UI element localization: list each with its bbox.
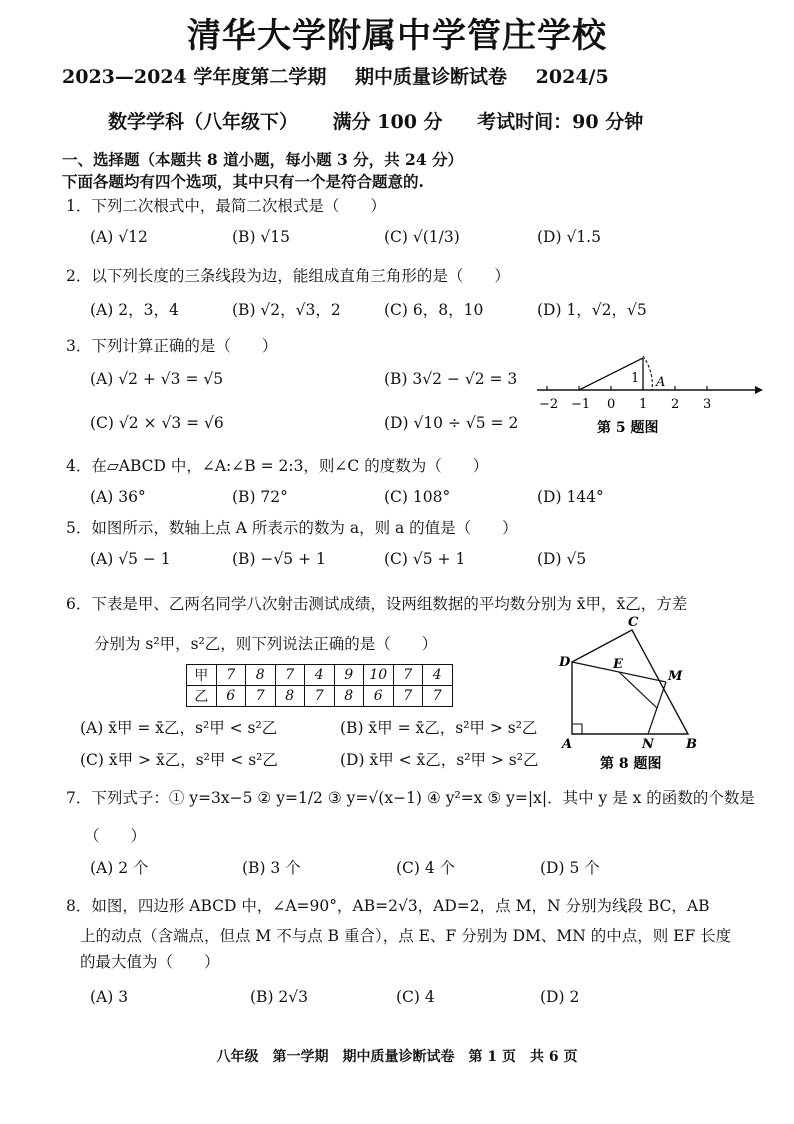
question-6-option-c: (C) x̄甲 > x̄乙，s²甲 < s²乙 xyxy=(80,751,278,769)
question-3-option-d: (D) √10 ÷ √5 = 2 xyxy=(384,414,519,432)
tick-label-neg2: −2 xyxy=(539,397,559,412)
question-3-stem: 3．下列计算正确的是（ ） xyxy=(66,337,278,355)
table-row xyxy=(187,686,453,707)
tick-label-2: 2 xyxy=(671,397,680,412)
question-8-option-b: (B) 2√3 xyxy=(250,988,309,1006)
question-2-stem: 2．以下列长度的三条线段为边，能组成直角三角形的是（ ） xyxy=(66,267,510,285)
question-1-option-a: (A) √12 xyxy=(90,228,148,246)
question-8-option-c: (C) 4 xyxy=(396,988,435,1006)
question-8-option-d: (D) 2 xyxy=(540,988,580,1006)
question-5-option-c: (C) √5 + 1 xyxy=(384,550,466,568)
table-cell: 8 xyxy=(275,686,305,707)
figure-5-caption: 第 5 题图 xyxy=(597,420,659,436)
question-7-option-d: (D) 5 个 xyxy=(540,859,600,877)
table-cell: 7 xyxy=(423,686,453,707)
question-5-option-b: (B) −√5 + 1 xyxy=(232,550,326,568)
table-cell: 7 xyxy=(393,686,423,707)
score-table xyxy=(186,664,453,707)
table-cell: 7 xyxy=(275,665,305,686)
table-cell: 7 xyxy=(246,686,276,707)
table-cell: 甲 xyxy=(187,665,217,686)
question-1-option-c: (C) √(1/3) xyxy=(384,228,460,246)
label-c: C xyxy=(628,615,639,630)
question-7-option-a: (A) 2 个 xyxy=(90,859,149,877)
time-label: 考试时间：90 分钟 xyxy=(477,111,644,133)
table-cell: 4 xyxy=(305,665,335,686)
question-2-option-d: (D) 1，√2，√5 xyxy=(537,301,647,319)
exam-subtitle xyxy=(62,62,609,89)
question-4-option-a: (A) 36° xyxy=(90,488,146,506)
subject-label: 数学学科（八年级下） xyxy=(108,111,299,133)
table-cell: 9 xyxy=(334,665,364,686)
question-6-option-a: (A) x̄甲 = x̄乙，s²甲 < s²乙 xyxy=(80,719,278,737)
exam-label: 期中质量诊断试卷 xyxy=(355,66,508,88)
figure-5-number-line xyxy=(533,342,763,442)
label-b: B xyxy=(686,737,697,752)
exam-meta xyxy=(108,107,643,134)
tick-label-neg1: −1 xyxy=(571,397,591,412)
term-label: 2023—2024 学年度第二学期 xyxy=(62,66,327,88)
question-4-stem: 4．在▱ABCD 中，∠A:∠B = 2:3，则∠C 的度数为（ ） xyxy=(66,457,489,475)
table-cell: 7 xyxy=(305,686,335,707)
question-2-option-c: (C) 6，8，10 xyxy=(384,301,484,319)
question-2-option-b: (B) √2，√3，2 xyxy=(232,301,341,319)
table-cell: 乙 xyxy=(187,686,217,707)
question-2-option-a: (A) 2，3，4 xyxy=(90,301,179,319)
full-score-label: 满分 100 分 xyxy=(332,111,443,133)
figure-5-side-label: 1 xyxy=(631,371,640,386)
question-8-line-1: 8．如图，四边形 ABCD 中，∠A=90°，AB=2√3，AD=2，点 M，N 分别为线段 BC，AB xyxy=(66,897,710,915)
question-1-stem: 1．下列二次根式中，最简二次根式是（ ） xyxy=(66,197,386,215)
question-8-option-a: (A) 3 xyxy=(90,988,129,1006)
school-title: 清华大学附属中学管庄学校 xyxy=(187,16,607,56)
question-1-option-b: (B) √15 xyxy=(232,228,291,246)
question-7-stem: 7．下列式子：① y=3x−5 ② y=1/2 ③ y=√(x−1) ④ y²=x ⑤ y=|x|．其中 y 是 x 的函数的个数是 xyxy=(66,789,755,807)
figure-8-caption: 第 8 题图 xyxy=(600,756,662,772)
table-cell: 7 xyxy=(216,665,246,686)
label-e: E xyxy=(613,657,623,672)
question-6-option-b: (B) x̄甲 = x̄乙，s²甲 > s²乙 xyxy=(340,719,538,737)
table-cell: 4 xyxy=(423,665,453,686)
tick-label-1: 1 xyxy=(639,397,648,412)
question-7-option-c: (C) 4 个 xyxy=(396,859,456,877)
question-3-option-c: (C) √2 × √3 = √6 xyxy=(90,414,224,432)
segment-ef xyxy=(619,672,657,708)
question-7-paren: （ ） xyxy=(84,827,147,845)
question-4-option-d: (D) 144° xyxy=(537,488,604,506)
question-1-option-d: (D) √1.5 xyxy=(537,228,601,246)
tick-label-0: 0 xyxy=(607,397,616,412)
table-cell: 10 xyxy=(364,665,394,686)
question-6-option-d: (D) x̄甲 < x̄乙，s²甲 > s²乙 xyxy=(340,751,539,769)
table-row xyxy=(187,665,453,686)
label-d: D xyxy=(559,655,571,670)
label-m: M xyxy=(668,669,683,684)
table-cell: 8 xyxy=(246,665,276,686)
question-7-option-b: (B) 3 个 xyxy=(242,859,301,877)
exam-date: 2024/5 xyxy=(535,66,609,88)
question-5-stem: 5．如图所示，数轴上点 A 所表示的数为 a，则 a 的值是（ ） xyxy=(66,519,518,537)
label-n: N xyxy=(642,737,654,752)
tick-label-3: 3 xyxy=(703,397,712,412)
question-5-option-a: (A) √5 − 1 xyxy=(90,550,171,568)
question-6-stem-line-2: 分别为 s²甲，s²乙，则下列说法正确的是（ ） xyxy=(94,635,438,653)
question-3-option-b: (B) 3√2 − √2 = 3 xyxy=(384,370,518,388)
question-8-line-2: 上的动点（含端点，但点 M 不与点 B 重合），点 E、F 分别为 DM、MN 的中点，则 EF 长度 xyxy=(80,927,732,945)
section-title: 一、选择题（本题共 8 道小题，每小题 3 分，共 24 分） xyxy=(62,150,464,169)
section-note: 下面各题均有四个选项，其中只有一个是符合题意的. xyxy=(62,172,424,191)
question-5-option-d: (D) √5 xyxy=(537,550,587,568)
question-4-option-b: (B) 72° xyxy=(232,488,288,506)
question-3-option-a: (A) √2 + √3 = √5 xyxy=(90,370,224,388)
question-8-line-3: 的最大值为（ ） xyxy=(80,953,220,971)
right-angle-mark xyxy=(572,724,582,734)
figure-8-quadrilateral xyxy=(556,612,706,772)
question-6-stem-line-1: 6．下表是甲、乙两名同学八次射击测试成绩，设两组数据的平均数分别为 x̄甲，x̄乙，方差 xyxy=(66,595,688,613)
table-cell: 6 xyxy=(364,686,394,707)
figure-5-point-a-label: A xyxy=(656,375,666,390)
table-cell: 7 xyxy=(393,665,423,686)
question-4-option-c: (C) 108° xyxy=(384,488,451,506)
table-cell: 6 xyxy=(216,686,246,707)
compass-arc xyxy=(643,356,652,390)
table-cell: 8 xyxy=(334,686,364,707)
label-a: A xyxy=(562,737,573,752)
page-footer: 八年级 第一学期 期中质量诊断试卷 第 1 页 共 6 页 xyxy=(216,1049,578,1065)
axis-arrow xyxy=(755,386,763,394)
